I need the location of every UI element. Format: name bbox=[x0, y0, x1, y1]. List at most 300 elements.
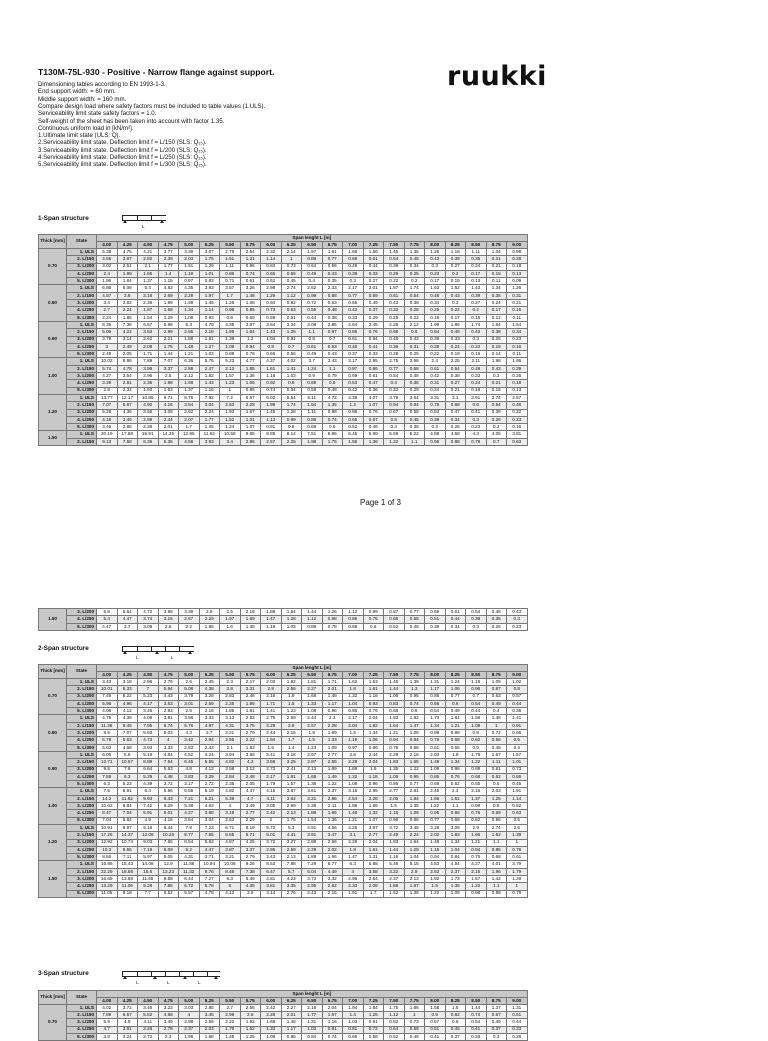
value-cell: 0.74 bbox=[240, 270, 261, 277]
value-cell: 0.36 bbox=[384, 343, 405, 350]
table-row bbox=[39, 810, 528, 817]
value-cell: 3.74 bbox=[138, 616, 159, 623]
state-cell: 5. L/300 bbox=[67, 387, 97, 394]
value-cell: 2.6 bbox=[507, 824, 528, 831]
value-cell: 1.43 bbox=[199, 380, 220, 387]
value-cell: 4.56 bbox=[97, 256, 118, 263]
value-cell: 1.74 bbox=[404, 285, 425, 292]
state-cell: 5. L/300 bbox=[67, 278, 97, 285]
span-column-header: 7.50 bbox=[384, 672, 405, 679]
value-cell: 1.08 bbox=[404, 730, 425, 737]
value-cell: 1.66 bbox=[466, 832, 487, 839]
value-cell: 0.44 bbox=[507, 1019, 528, 1026]
value-cell: 2.03 bbox=[199, 1026, 220, 1033]
value-cell: 2.96 bbox=[138, 373, 159, 380]
value-cell: 12.85 bbox=[179, 431, 200, 438]
value-cell: 2.28 bbox=[240, 402, 261, 409]
value-cell: 4.02 bbox=[281, 358, 302, 365]
value-cell: 0.25 bbox=[404, 270, 425, 277]
value-cell: 1.86 bbox=[445, 321, 466, 328]
value-cell: 1.99 bbox=[425, 321, 446, 328]
value-cell: 1.69 bbox=[179, 300, 200, 307]
value-cell: 0.74 bbox=[322, 1033, 343, 1040]
value-cell: 5.84 bbox=[117, 817, 138, 824]
value-cell: 0.81 bbox=[343, 1026, 364, 1033]
value-cell: 0.24 bbox=[466, 263, 487, 270]
value-cell: 3.97 bbox=[117, 256, 138, 263]
value-cell: 1.49 bbox=[425, 759, 446, 766]
value-cell: 1.82 bbox=[363, 722, 384, 729]
value-cell: 3.72 bbox=[117, 1005, 138, 1012]
value-cell: 1.24 bbox=[220, 424, 241, 431]
value-cell: 0.39 bbox=[445, 256, 466, 263]
value-cell: 0.48 bbox=[384, 336, 405, 343]
value-cell: 3.72 bbox=[261, 839, 282, 846]
value-cell: 2.05 bbox=[384, 795, 405, 802]
state-cell: 4. L/250 bbox=[67, 810, 97, 817]
value-cell: 0.35 bbox=[507, 708, 528, 715]
value-cell: 0.64 bbox=[281, 387, 302, 394]
value-cell: 0.7 bbox=[281, 343, 302, 350]
value-cell: 10.74 bbox=[117, 839, 138, 846]
table-row bbox=[39, 839, 528, 846]
table-row bbox=[39, 314, 528, 321]
value-cell: 3.03 bbox=[179, 1005, 200, 1012]
state-cell: 3. L/200 bbox=[67, 876, 97, 883]
value-cell: 0.78 bbox=[322, 623, 343, 630]
value-cell: 0.95 bbox=[425, 810, 446, 817]
value-cell: 5.19 bbox=[138, 751, 159, 758]
value-cell: 1.16 bbox=[199, 387, 220, 394]
value-cell: 1.57 bbox=[220, 373, 241, 380]
value-cell: 5.23 bbox=[117, 781, 138, 788]
value-cell: 2.01 bbox=[363, 285, 384, 292]
value-cell: 0.13 bbox=[507, 387, 528, 394]
value-cell: 4.47 bbox=[97, 623, 118, 630]
value-cell: 2.21 bbox=[158, 336, 179, 343]
value-cell: 10.02 bbox=[97, 358, 118, 365]
value-cell: 2.18 bbox=[199, 329, 220, 336]
value-cell: 0.73 bbox=[281, 263, 302, 270]
span-column-header: 7.75 bbox=[404, 242, 425, 249]
value-cell: 0.68 bbox=[384, 708, 405, 715]
state-cell: 1. ULS bbox=[67, 861, 97, 868]
value-cell: 5.23 bbox=[138, 693, 159, 700]
value-cell: 0.75 bbox=[363, 708, 384, 715]
value-cell: 0.35 bbox=[322, 278, 343, 285]
value-cell: 4.88 bbox=[425, 431, 446, 438]
span-column-header: 6.75 bbox=[322, 242, 343, 249]
value-cell: 11.32 bbox=[179, 868, 200, 875]
value-cell: 6.06 bbox=[97, 751, 118, 758]
value-cell: 0.69 bbox=[343, 373, 364, 380]
table-row bbox=[39, 263, 528, 270]
value-cell: 0.72 bbox=[486, 730, 507, 737]
value-cell: 1.75 bbox=[158, 343, 179, 350]
value-cell: 0.35 bbox=[466, 256, 487, 263]
value-cell: 2.96 bbox=[343, 876, 364, 883]
value-cell: 0.98 bbox=[445, 766, 466, 773]
value-cell: 2.03 bbox=[425, 751, 446, 758]
value-cell: 0.49 bbox=[466, 365, 487, 372]
value-cell: 5.76 bbox=[199, 358, 220, 365]
value-cell: 0.97 bbox=[343, 365, 364, 372]
value-cell: 2.28 bbox=[363, 795, 384, 802]
value-cell: 0.64 bbox=[384, 1026, 405, 1033]
value-cell: 2.85 bbox=[199, 1005, 220, 1012]
value-cell: 5.88 bbox=[158, 321, 179, 328]
value-cell: 2.63 bbox=[220, 817, 241, 824]
table-row bbox=[39, 380, 528, 387]
state-cell: 3. L/200 bbox=[67, 336, 97, 343]
table-row bbox=[39, 868, 528, 875]
value-cell: 1.63 bbox=[158, 387, 179, 394]
table-row bbox=[39, 321, 528, 328]
value-cell: 2.56 bbox=[404, 358, 425, 365]
span-header: Span lenght L [m] bbox=[97, 991, 528, 998]
value-cell: 1.29 bbox=[507, 876, 528, 883]
value-cell: 2.44 bbox=[261, 730, 282, 737]
value-cell: 0.8 bbox=[302, 336, 323, 343]
span-header: Span lenght L [m] bbox=[97, 235, 528, 242]
value-cell: 1.03 bbox=[302, 1026, 323, 1033]
value-cell: 11.82 bbox=[117, 795, 138, 802]
value-cell: 3.34 bbox=[281, 321, 302, 328]
value-cell: 1.1 bbox=[404, 438, 425, 445]
value-cell: 0.25 bbox=[404, 351, 425, 358]
value-cell: 1.41 bbox=[507, 715, 528, 722]
value-cell: 4.05 bbox=[486, 431, 507, 438]
value-cell: 2.01 bbox=[281, 1012, 302, 1019]
value-cell: 1.96 bbox=[486, 868, 507, 875]
value-cell: 1.17 bbox=[425, 686, 446, 693]
value-cell: 6.74 bbox=[158, 722, 179, 729]
value-cell: 4.75 bbox=[117, 249, 138, 256]
value-cell: 0.72 bbox=[302, 300, 323, 307]
value-cell: 12.08 bbox=[138, 832, 159, 839]
value-cell: 0.65 bbox=[261, 270, 282, 277]
value-cell: 7.7 bbox=[138, 890, 159, 897]
value-cell: 4.27 bbox=[97, 373, 118, 380]
value-cell: 0.49 bbox=[302, 351, 323, 358]
value-cell: 4.83 bbox=[158, 285, 179, 292]
table-row bbox=[39, 609, 528, 616]
value-cell: 1.44 bbox=[158, 351, 179, 358]
value-cell: 0.14 bbox=[486, 351, 507, 358]
value-cell: 2.57 bbox=[507, 394, 528, 401]
value-cell: 0.88 bbox=[322, 292, 343, 299]
span-column-header: 9.00 bbox=[507, 998, 528, 1005]
value-cell: 0.76 bbox=[425, 402, 446, 409]
value-cell: 1.5 bbox=[343, 730, 364, 737]
value-cell: 4.84 bbox=[158, 751, 179, 758]
table-row bbox=[39, 832, 528, 839]
value-cell: 7.95 bbox=[138, 722, 159, 729]
value-cell: 3.26 bbox=[199, 693, 220, 700]
value-cell: 1.64 bbox=[240, 329, 261, 336]
table-row bbox=[39, 876, 528, 883]
state-cell: 1. ULS bbox=[67, 358, 97, 365]
value-cell: 1.8 bbox=[343, 846, 364, 853]
value-cell: 0.83 bbox=[384, 700, 405, 707]
value-cell: 0.61 bbox=[363, 256, 384, 263]
value-cell: 2.45 bbox=[363, 321, 384, 328]
value-cell: 1.26 bbox=[322, 609, 343, 616]
value-cell: 13.88 bbox=[117, 876, 138, 883]
value-cell: 2.44 bbox=[363, 751, 384, 758]
value-cell: 2.36 bbox=[138, 300, 159, 307]
value-cell: 0.37 bbox=[343, 351, 364, 358]
value-cell: 0.5 bbox=[486, 781, 507, 788]
value-cell: 3.27 bbox=[281, 839, 302, 846]
value-cell: 0.67 bbox=[384, 409, 405, 416]
value-cell: 0.61 bbox=[507, 1012, 528, 1019]
value-cell: 2.32 bbox=[117, 387, 138, 394]
value-cell: 1.98 bbox=[158, 380, 179, 387]
table-row bbox=[39, 861, 528, 868]
value-cell: 0.16 bbox=[507, 343, 528, 350]
value-cell: 7.86 bbox=[158, 883, 179, 890]
value-cell: 0.77 bbox=[343, 292, 364, 299]
value-cell: 4.08 bbox=[138, 715, 159, 722]
value-cell: 6.8 bbox=[97, 609, 118, 616]
thickness-cell: 0.70 bbox=[39, 249, 67, 285]
value-cell: 0.81 bbox=[486, 766, 507, 773]
value-cell: 1.83 bbox=[240, 744, 261, 751]
value-cell: 5.63 bbox=[117, 737, 138, 744]
value-cell: 12.17 bbox=[117, 394, 138, 401]
value-cell: 10.94 bbox=[199, 861, 220, 868]
table-row bbox=[39, 431, 528, 438]
span-column-header: 6.00 bbox=[261, 242, 282, 249]
table-row bbox=[39, 387, 528, 394]
intro-line: 4.Serviceability limit state. Deflection limit f = L/250 (SLS: Q₁₅). bbox=[38, 154, 207, 161]
span-column-header: 8.75 bbox=[486, 998, 507, 1005]
value-cell: 0.29 bbox=[404, 387, 425, 394]
value-cell: 4.58 bbox=[445, 431, 466, 438]
value-cell: 5.88 bbox=[363, 861, 384, 868]
value-cell: 1.22 bbox=[466, 759, 487, 766]
value-cell: 4.8 bbox=[179, 766, 200, 773]
value-cell: 0.61 bbox=[240, 278, 261, 285]
value-cell: 4.15 bbox=[158, 817, 179, 824]
state-cell: 1. ULS bbox=[67, 715, 97, 722]
value-cell: 3.1 bbox=[343, 832, 364, 839]
value-cell: 1.34 bbox=[486, 285, 507, 292]
value-cell: 0.61 bbox=[507, 854, 528, 861]
value-cell: 1.29 bbox=[404, 846, 425, 853]
table-row bbox=[39, 1019, 528, 1026]
value-cell: 16.96 bbox=[97, 861, 118, 868]
value-cell: 3.39 bbox=[179, 609, 200, 616]
value-cell: 1.08 bbox=[240, 300, 261, 307]
value-cell: 1.17 bbox=[281, 1026, 302, 1033]
value-cell: 0.51 bbox=[425, 1026, 446, 1033]
value-cell: 1.86 bbox=[384, 883, 405, 890]
value-cell: 7.65 bbox=[158, 839, 179, 846]
value-cell: 9.03 bbox=[138, 839, 159, 846]
value-cell: 1.09 bbox=[261, 1033, 282, 1040]
value-cell: 0.66 bbox=[425, 700, 446, 707]
value-cell: 9.5 bbox=[97, 766, 118, 773]
thickness-cell: 0.90 bbox=[39, 751, 67, 787]
value-cell: 0.52 bbox=[384, 623, 405, 630]
value-cell: 0.69 bbox=[425, 609, 446, 616]
value-cell: 0.88 bbox=[302, 256, 323, 263]
value-cell: 7.07 bbox=[158, 358, 179, 365]
value-cell: 0.33 bbox=[507, 1026, 528, 1033]
value-cell: 0.76 bbox=[363, 329, 384, 336]
state-cell: 4. L/250 bbox=[67, 737, 97, 744]
value-cell: 1.4 bbox=[343, 1012, 364, 1019]
value-cell: 1.9 bbox=[302, 730, 323, 737]
value-cell: 1.18 bbox=[466, 679, 487, 686]
value-cell: 1.25 bbox=[363, 1012, 384, 1019]
value-cell: 0.85 bbox=[343, 708, 364, 715]
value-cell: 4.96 bbox=[117, 700, 138, 707]
value-cell: 0.33 bbox=[445, 336, 466, 343]
value-cell: 8.75 bbox=[179, 394, 200, 401]
value-cell: 0.44 bbox=[445, 616, 466, 623]
value-cell: 2.75 bbox=[384, 358, 405, 365]
value-cell: 0.37 bbox=[486, 1026, 507, 1033]
value-cell: 5.3 bbox=[179, 321, 200, 328]
span-column-header: 6.25 bbox=[281, 242, 302, 249]
value-cell: 3.45 bbox=[199, 1012, 220, 1019]
value-cell: 0.22 bbox=[425, 351, 446, 358]
value-cell: 0.63 bbox=[507, 810, 528, 817]
value-cell: 0.68 bbox=[445, 737, 466, 744]
value-cell: 0.97 bbox=[322, 329, 343, 336]
value-cell: 0.99 bbox=[363, 609, 384, 616]
value-cell: 5.06 bbox=[97, 329, 118, 336]
value-cell: 4.81 bbox=[261, 876, 282, 883]
document-title: T130M-75L-930 - Positive - Narrow flange against support. bbox=[38, 67, 275, 77]
value-cell: 6.78 bbox=[97, 737, 118, 744]
value-cell: 3.93 bbox=[138, 744, 159, 751]
span-column-header: 8.25 bbox=[445, 998, 466, 1005]
value-cell: 0.97 bbox=[179, 278, 200, 285]
value-cell: 2.37 bbox=[179, 1026, 200, 1033]
value-cell: 4.77 bbox=[240, 358, 261, 365]
value-cell: 1.01 bbox=[199, 270, 220, 277]
value-cell: 0.49 bbox=[343, 263, 364, 270]
value-cell: 2.13 bbox=[404, 876, 425, 883]
value-cell: 9.18 bbox=[117, 890, 138, 897]
value-cell: 3.99 bbox=[138, 365, 159, 372]
value-cell: 7.07 bbox=[117, 730, 138, 737]
value-cell: 1.97 bbox=[199, 292, 220, 299]
value-cell: 1.36 bbox=[240, 373, 261, 380]
span-column-header: 7.50 bbox=[384, 242, 405, 249]
value-cell: 0.52 bbox=[343, 424, 364, 431]
span-column-header: 4.00 bbox=[97, 242, 118, 249]
value-cell: 0.21 bbox=[445, 387, 466, 394]
table-row bbox=[39, 751, 528, 758]
span-column-header: 5.00 bbox=[179, 242, 200, 249]
value-cell: 9.97 bbox=[117, 824, 138, 831]
table-row bbox=[39, 766, 528, 773]
value-cell: 3.79 bbox=[384, 394, 405, 401]
value-cell: 1.07 bbox=[240, 424, 261, 431]
value-cell: 0.96 bbox=[384, 817, 405, 824]
span-column-header: 5.00 bbox=[179, 672, 200, 679]
value-cell: 1.97 bbox=[302, 249, 323, 256]
value-cell: 1.16 bbox=[384, 854, 405, 861]
table-row bbox=[39, 824, 528, 831]
value-cell: 6.19 bbox=[240, 824, 261, 831]
value-cell: 0.82 bbox=[384, 1019, 405, 1026]
state-cell: 3. L/200 bbox=[67, 839, 97, 846]
value-cell: 3.49 bbox=[240, 803, 261, 810]
value-cell: 8.35 bbox=[97, 321, 118, 328]
value-cell: 9.28 bbox=[138, 883, 159, 890]
value-cell: 1.93 bbox=[138, 387, 159, 394]
value-cell: 0.3 bbox=[466, 336, 487, 343]
value-cell: 0.98 bbox=[322, 616, 343, 623]
value-cell: 4.72 bbox=[322, 394, 343, 401]
value-cell: 0.8 bbox=[281, 424, 302, 431]
value-cell: 0.85 bbox=[486, 846, 507, 853]
value-cell: 0.48 bbox=[445, 329, 466, 336]
table-row bbox=[39, 249, 528, 256]
value-cell: 2.62 bbox=[425, 868, 446, 875]
value-cell: 4.12 bbox=[117, 708, 138, 715]
value-cell: 8.44 bbox=[158, 824, 179, 831]
value-cell: 2.56 bbox=[199, 1019, 220, 1026]
value-cell: 4.2 bbox=[240, 759, 261, 766]
table-row bbox=[39, 846, 528, 853]
value-cell: 3.72 bbox=[158, 781, 179, 788]
state-cell: 2. L/150 bbox=[67, 832, 97, 839]
value-cell: 0.24 bbox=[425, 387, 446, 394]
value-cell: 11.05 bbox=[97, 890, 118, 897]
table-row bbox=[39, 715, 528, 722]
value-cell: 4.78 bbox=[199, 890, 220, 897]
value-cell: 4.75 bbox=[97, 715, 118, 722]
value-cell: 2.15 bbox=[199, 708, 220, 715]
value-cell: 0.15 bbox=[466, 314, 487, 321]
value-cell: 3.07 bbox=[199, 249, 220, 256]
value-cell: 4.3 bbox=[179, 730, 200, 737]
value-cell: 7.51 bbox=[302, 431, 323, 438]
table-row bbox=[39, 883, 528, 890]
table-row bbox=[39, 700, 528, 707]
value-cell: 11.62 bbox=[199, 431, 220, 438]
value-cell: 2.08 bbox=[138, 343, 159, 350]
value-cell: 0.69 bbox=[363, 292, 384, 299]
value-cell: 1.13 bbox=[261, 416, 282, 423]
value-cell: 2.11 bbox=[322, 803, 343, 810]
value-cell: 1.43 bbox=[261, 329, 282, 336]
span-column-header: 6.00 bbox=[261, 998, 282, 1005]
span-diagram-2: L L bbox=[122, 644, 194, 658]
value-cell: 2.4 bbox=[425, 358, 446, 365]
value-cell: 0.77 bbox=[384, 365, 405, 372]
value-cell: 3.29 bbox=[199, 773, 220, 780]
value-cell: 0.91 bbox=[322, 1026, 343, 1033]
value-cell: 1.12 bbox=[343, 609, 364, 616]
value-cell: 0.55 bbox=[445, 744, 466, 751]
value-cell: 3.79 bbox=[507, 861, 528, 868]
value-cell: 2.28 bbox=[261, 1012, 282, 1019]
value-cell: 2.41 bbox=[281, 766, 302, 773]
table-row bbox=[39, 285, 528, 292]
value-cell: 1.47 bbox=[404, 722, 425, 729]
value-cell: 1.71 bbox=[261, 700, 282, 707]
intro-line: Serviceability limit state safety factors = 1.0. bbox=[38, 110, 157, 118]
value-cell: 1.48 bbox=[240, 292, 261, 299]
